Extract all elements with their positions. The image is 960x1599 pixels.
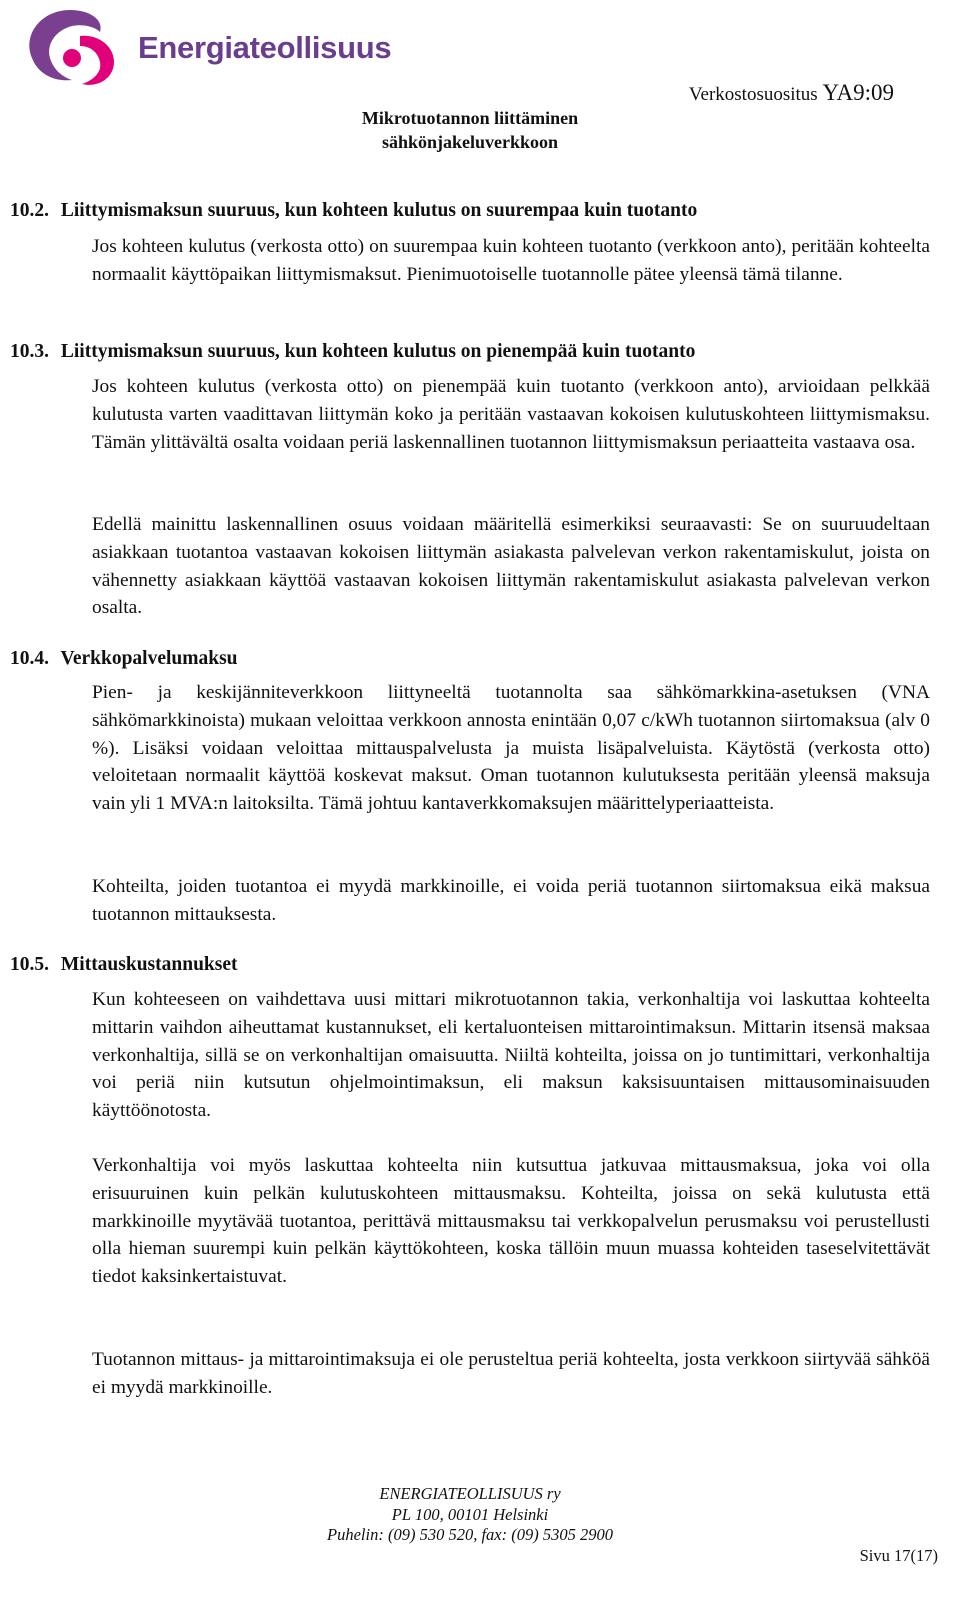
- section-title: Mittauskustannukset: [60, 954, 238, 975]
- section-heading-10-4: [10, 648, 238, 670]
- section-title: Liittymismaksun suuruus, kun kohteen kulutus on suurempaa kuin tuotanto: [60, 200, 698, 221]
- paragraph: Pien- ja keskijänniteverkkoon liittyneeltä tuotannolta saa sähkömarkkina-asetuksen (VNA sähkömarkkinoista) mukaan veloittaa verkkoon annosta enintään 0,07 c/kWh tuotannon siirtomaksua (alv 0 %). Lisäksi voidaan veloittaa mittauspalvelusta ja muista lisäpalveluista. Käytöstä (verkosta otto) veloitetaan normaalit käyttöä koskevat maksut. Oman tuotannon kulutuksesta peritään yleensä maksuja vain yli 1 MVA:n laitoksilta. Tämä johtuu kantaverkkomaksujen määrittelyperiaatteista.: [92, 682, 930, 815]
- company-logo: [20, 6, 392, 92]
- document-code: YA9:09: [822, 80, 894, 105]
- paragraph: Jos kohteen kulutus (verkosta otto) on suurempaa kuin kohteen tuotanto (verkkoon anto), peritään kohteelta normaalit käyttöpaikan liittymismaksut. Pienimuotoiselle tuotannolle pätee yleensä tämä tilanne.: [92, 236, 930, 285]
- section-heading-10-5: [10, 954, 238, 976]
- document-title: [320, 106, 620, 154]
- document-type: Verkostosuositus: [688, 84, 818, 105]
- document-title-line2: sähkönjakeluverkkoon: [381, 132, 559, 152]
- section-number: 10.2.: [10, 200, 49, 221]
- paragraph: Verkonhaltija voi myös laskuttaa kohteelta niin kutsuttua jatkuvaa mittausmaksua, joka voi olla erisuuruinen kuin pelkän kulutuskohteen mittausmaksu. Kohteilta, joissa on sekä kulutusta että markkinoille myytävää tuotantoa, perittävä mittausmaksu tai verkkopalvelun perusmaksu voi perustellusti olla hieman suurempi kuin pelkän käyttökohteen, koska tällöin muun muassa kohteiden taseselvitettävät tiedot kaksinkertaistuvat.: [92, 1155, 930, 1288]
- page-footer: [0, 1484, 940, 1546]
- section-title: Liittymismaksun suuruus, kun kohteen kulutus on pienempää kuin tuotanto: [60, 341, 696, 362]
- document-title-line1: Mikrotuotannon liittäminen: [361, 108, 579, 128]
- section-number: 10.5.: [10, 954, 49, 975]
- section-heading-10-2: [10, 200, 697, 222]
- page-number: Sivu 17(17): [859, 1546, 938, 1565]
- paragraph: Kun kohteeseen on vaihdettava uusi mittari mikrotuotannon takia, verkonhaltija voi laskuttaa kohteelta mittarin vaihdon aiheuttamat kustannukset, eli kertaluonteisen mittarointimaksun. Mittarin itsensä maksaa verkonhaltija, sillä se on verkonhaltijan omaisuutta. Niiltä kohteilta, joissa on jo tuntimittari, verkonhaltija voi periä niin kutsutun ohjelmointimaksun, eli maksun kaksisuuntaisen mittausominaisuuden käyttöönotosta.: [92, 989, 930, 1122]
- document-reference: [689, 80, 894, 106]
- paragraph: Tuotannon mittaus- ja mittarointimaksuja ei ole perusteltua periä kohteelta, josta verkkoon siirtyvää sähköä ei myydä markkinoille.: [92, 1349, 930, 1398]
- section-number: 10.4.: [10, 648, 49, 669]
- logo-mark-icon: [20, 6, 130, 92]
- paragraph: Edellä mainittu laskennallinen osuus voidaan määritellä esimerkiksi seuraavasti: Se on suuruudeltaan asiakkaan tuotantoa vastaavan kokoisen liittymän asiakasta palvelevan verkon rakentamiskulut, joista on vähennetty asiakkaan käyttöä vastaavan kokoisen liittymän rakentamiskulut asiakasta palvelevan verkon osalta.: [92, 514, 930, 619]
- paragraph: Jos kohteen kulutus (verkosta otto) on pienempää kuin tuotanto (verkkoon anto), arvioidaan pelkkää kulutusta varten vaadittavan liittymän koko ja peritään vastaavan kokoisen kulutuskohteen liittymismaksu. Tämän ylittävältä osalta voidaan periä laskennallinen tuotannon liittymismaksun periaatteita vastaava osa.: [92, 376, 930, 453]
- footer-address: PL 100, 00101 Helsinki: [391, 1504, 549, 1524]
- section-title: Verkkopalvelumaksu: [60, 648, 238, 669]
- section-heading-10-3: [10, 341, 695, 363]
- section-number: 10.3.: [10, 341, 49, 362]
- footer-organization: ENERGIATEOLLISUUS ry: [379, 1484, 561, 1503]
- paragraph: Kohteilta, joiden tuotantoa ei myydä markkinoille, ei voida periä tuotannon siirtomaksua eikä maksua tuotannon mittauksesta.: [92, 876, 930, 925]
- footer-contact: Puhelin: (09) 530 520, fax: (09) 5305 2900: [327, 1525, 613, 1544]
- logo-wordmark: Energiateollisuus: [138, 30, 392, 65]
